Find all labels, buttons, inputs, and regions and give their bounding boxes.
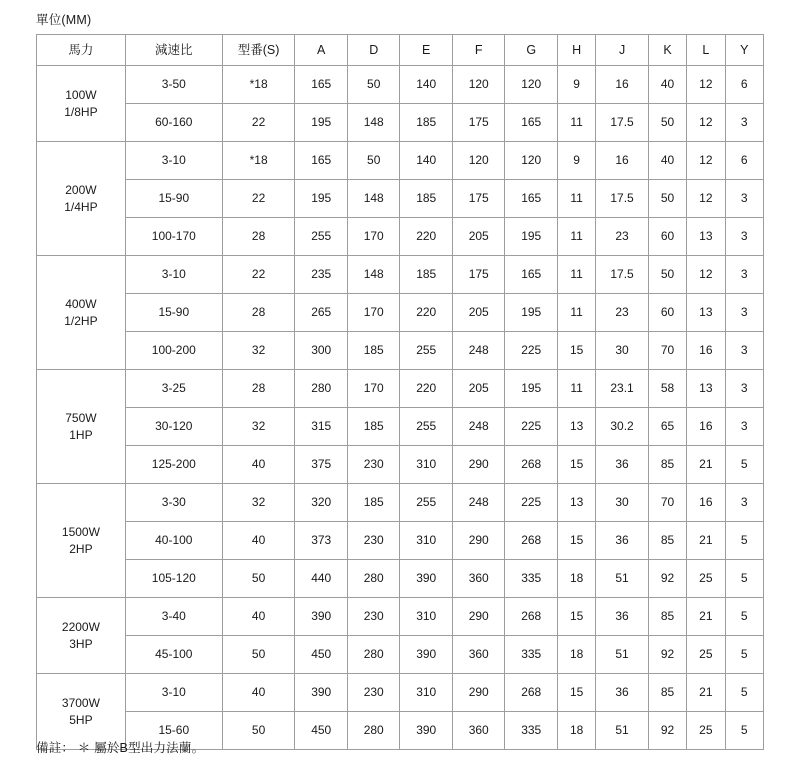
col-header-f: F <box>452 35 505 66</box>
power-watt-label: 2200W <box>61 620 100 635</box>
col-header-model: 型番(S) <box>222 35 295 66</box>
cell-l: 21 <box>687 674 725 712</box>
cell-f: 248 <box>452 408 505 446</box>
cell-j: 16 <box>596 66 649 104</box>
cell-ratio: 40-100 <box>125 522 222 560</box>
cell-h: 11 <box>557 218 595 256</box>
cell-j: 16 <box>596 142 649 180</box>
table-row <box>37 104 764 142</box>
cell-ratio: 3-10 <box>125 674 222 712</box>
cell-k: 40 <box>648 142 686 180</box>
cell-ratio: 15-60 <box>125 712 222 750</box>
cell-a: 235 <box>295 256 348 294</box>
cell-a: 390 <box>295 598 348 636</box>
table-row <box>37 674 764 712</box>
table-row <box>37 218 764 256</box>
cell-j: 23.1 <box>596 370 649 408</box>
cell-ratio: 125-200 <box>125 446 222 484</box>
cell-j: 51 <box>596 560 649 598</box>
cell-e: 255 <box>400 332 453 370</box>
cell-a: 390 <box>295 674 348 712</box>
cell-ratio: 45-100 <box>125 636 222 674</box>
cell-g: 120 <box>505 66 558 104</box>
cell-l: 25 <box>687 636 725 674</box>
cell-k: 65 <box>648 408 686 446</box>
table-row <box>37 294 764 332</box>
power-hp-label: 3HP <box>69 636 93 651</box>
table-row <box>37 408 764 446</box>
cell-k: 50 <box>648 256 686 294</box>
cell-e: 310 <box>400 446 453 484</box>
cell-y: 5 <box>725 560 763 598</box>
cell-f: 248 <box>452 332 505 370</box>
cell-model: 32 <box>222 484 295 522</box>
cell-h: 11 <box>557 104 595 142</box>
cell-l: 21 <box>687 598 725 636</box>
cell-d: 230 <box>347 674 400 712</box>
cell-g: 268 <box>505 522 558 560</box>
cell-y: 3 <box>725 256 763 294</box>
cell-model: 32 <box>222 332 295 370</box>
cell-model: 28 <box>222 370 295 408</box>
table-row <box>37 370 764 408</box>
cell-model: 22 <box>222 104 295 142</box>
cell-f: 290 <box>452 598 505 636</box>
cell-d: 230 <box>347 446 400 484</box>
cell-model: 40 <box>222 674 295 712</box>
power-group-cell <box>37 66 126 142</box>
spec-table-wrapper <box>36 34 764 750</box>
table-row <box>37 484 764 522</box>
cell-l: 16 <box>687 332 725 370</box>
cell-k: 50 <box>648 104 686 142</box>
cell-d: 148 <box>347 104 400 142</box>
cell-l: 21 <box>687 522 725 560</box>
cell-e: 220 <box>400 294 453 332</box>
cell-h: 15 <box>557 446 595 484</box>
table-row <box>37 66 764 104</box>
cell-e: 255 <box>400 408 453 446</box>
cell-y: 5 <box>725 446 763 484</box>
cell-a: 375 <box>295 446 348 484</box>
cell-model: *18 <box>222 66 295 104</box>
cell-y: 3 <box>725 484 763 522</box>
cell-h: 13 <box>557 484 595 522</box>
cell-y: 6 <box>725 142 763 180</box>
cell-g: 120 <box>505 142 558 180</box>
cell-model: 40 <box>222 522 295 560</box>
cell-ratio: 3-25 <box>125 370 222 408</box>
table-row <box>37 332 764 370</box>
power-group-cell <box>37 142 126 256</box>
cell-y: 3 <box>725 294 763 332</box>
cell-d: 170 <box>347 294 400 332</box>
cell-ratio: 100-170 <box>125 218 222 256</box>
cell-model: 40 <box>222 598 295 636</box>
cell-d: 280 <box>347 712 400 750</box>
cell-j: 36 <box>596 598 649 636</box>
cell-l: 25 <box>687 712 725 750</box>
table-row <box>37 180 764 218</box>
cell-e: 255 <box>400 484 453 522</box>
cell-k: 92 <box>648 712 686 750</box>
cell-d: 230 <box>347 522 400 560</box>
cell-g: 165 <box>505 180 558 218</box>
cell-ratio: 3-10 <box>125 142 222 180</box>
cell-y: 3 <box>725 218 763 256</box>
cell-d: 148 <box>347 256 400 294</box>
cell-k: 92 <box>648 636 686 674</box>
cell-e: 390 <box>400 560 453 598</box>
cell-ratio: 3-10 <box>125 256 222 294</box>
cell-g: 225 <box>505 484 558 522</box>
table-header <box>37 35 764 66</box>
table-row <box>37 560 764 598</box>
cell-f: 175 <box>452 256 505 294</box>
cell-d: 50 <box>347 66 400 104</box>
col-header-l: L <box>687 35 725 66</box>
cell-k: 85 <box>648 674 686 712</box>
cell-h: 15 <box>557 522 595 560</box>
cell-j: 17.5 <box>596 256 649 294</box>
table-row <box>37 522 764 560</box>
cell-ratio: 3-50 <box>125 66 222 104</box>
cell-model: 28 <box>222 218 295 256</box>
cell-f: 248 <box>452 484 505 522</box>
table-row <box>37 446 764 484</box>
cell-k: 70 <box>648 332 686 370</box>
cell-g: 335 <box>505 560 558 598</box>
cell-e: 140 <box>400 142 453 180</box>
cell-h: 15 <box>557 332 595 370</box>
cell-d: 280 <box>347 560 400 598</box>
cell-f: 205 <box>452 294 505 332</box>
cell-ratio: 15-90 <box>125 180 222 218</box>
cell-g: 268 <box>505 598 558 636</box>
cell-y: 5 <box>725 712 763 750</box>
cell-d: 185 <box>347 408 400 446</box>
cell-f: 360 <box>452 636 505 674</box>
cell-l: 12 <box>687 142 725 180</box>
cell-d: 185 <box>347 332 400 370</box>
cell-model: *18 <box>222 142 295 180</box>
cell-model: 22 <box>222 180 295 218</box>
cell-l: 13 <box>687 370 725 408</box>
cell-d: 185 <box>347 484 400 522</box>
cell-h: 13 <box>557 408 595 446</box>
cell-y: 5 <box>725 598 763 636</box>
cell-a: 320 <box>295 484 348 522</box>
cell-y: 5 <box>725 522 763 560</box>
cell-l: 12 <box>687 256 725 294</box>
cell-model: 40 <box>222 446 295 484</box>
cell-f: 175 <box>452 104 505 142</box>
power-watt-label: 750W <box>65 411 97 426</box>
cell-ratio: 30-120 <box>125 408 222 446</box>
cell-j: 36 <box>596 446 649 484</box>
cell-ratio: 3-40 <box>125 598 222 636</box>
cell-a: 265 <box>295 294 348 332</box>
cell-l: 12 <box>687 66 725 104</box>
cell-model: 32 <box>222 408 295 446</box>
cell-e: 390 <box>400 636 453 674</box>
unit-label: 單位(MM) <box>36 13 92 27</box>
cell-a: 300 <box>295 332 348 370</box>
cell-j: 36 <box>596 522 649 560</box>
cell-j: 30 <box>596 332 649 370</box>
power-watt-label: 1500W <box>61 525 100 540</box>
cell-h: 11 <box>557 370 595 408</box>
cell-e: 185 <box>400 180 453 218</box>
cell-j: 51 <box>596 636 649 674</box>
cell-g: 165 <box>505 104 558 142</box>
cell-h: 11 <box>557 294 595 332</box>
cell-model: 50 <box>222 560 295 598</box>
power-watt-label: 3700W <box>61 696 100 711</box>
cell-f: 120 <box>452 142 505 180</box>
power-group-cell <box>37 370 126 484</box>
cell-d: 170 <box>347 370 400 408</box>
cell-y: 3 <box>725 180 763 218</box>
cell-j: 51 <box>596 712 649 750</box>
cell-ratio: 60-160 <box>125 104 222 142</box>
cell-d: 280 <box>347 636 400 674</box>
col-header-a: A <box>295 35 348 66</box>
cell-l: 13 <box>687 218 725 256</box>
power-hp-label: 1/8HP <box>64 104 98 119</box>
cell-y: 3 <box>725 408 763 446</box>
cell-g: 268 <box>505 674 558 712</box>
cell-d: 230 <box>347 598 400 636</box>
cell-g: 165 <box>505 256 558 294</box>
cell-h: 18 <box>557 560 595 598</box>
cell-j: 17.5 <box>596 180 649 218</box>
cell-d: 170 <box>347 218 400 256</box>
cell-l: 25 <box>687 560 725 598</box>
cell-g: 195 <box>505 294 558 332</box>
cell-h: 9 <box>557 66 595 104</box>
cell-g: 195 <box>505 218 558 256</box>
cell-k: 85 <box>648 522 686 560</box>
power-hp-label: 1HP <box>69 427 93 442</box>
cell-g: 268 <box>505 446 558 484</box>
cell-e: 140 <box>400 66 453 104</box>
cell-f: 290 <box>452 446 505 484</box>
cell-h: 15 <box>557 598 595 636</box>
power-watt-label: 400W <box>65 297 97 312</box>
cell-y: 6 <box>725 66 763 104</box>
cell-g: 335 <box>505 712 558 750</box>
cell-y: 3 <box>725 332 763 370</box>
cell-g: 225 <box>505 408 558 446</box>
cell-h: 18 <box>557 712 595 750</box>
cell-a: 165 <box>295 66 348 104</box>
cell-k: 50 <box>648 180 686 218</box>
col-header-g: G <box>505 35 558 66</box>
cell-e: 220 <box>400 370 453 408</box>
cell-a: 373 <box>295 522 348 560</box>
cell-j: 17.5 <box>596 104 649 142</box>
cell-ratio: 105-120 <box>125 560 222 598</box>
cell-a: 450 <box>295 636 348 674</box>
col-header-h: H <box>557 35 595 66</box>
cell-k: 60 <box>648 294 686 332</box>
table-row <box>37 142 764 180</box>
col-header-power: 馬力 <box>37 35 126 66</box>
col-header-ratio: 減速比 <box>125 35 222 66</box>
cell-e: 390 <box>400 712 453 750</box>
cell-ratio: 100-200 <box>125 332 222 370</box>
cell-model: 50 <box>222 636 295 674</box>
col-header-k: K <box>648 35 686 66</box>
cell-e: 185 <box>400 256 453 294</box>
cell-y: 3 <box>725 104 763 142</box>
col-header-j: J <box>596 35 649 66</box>
cell-k: 85 <box>648 598 686 636</box>
power-hp-label: 1/4HP <box>64 199 98 214</box>
cell-f: 290 <box>452 674 505 712</box>
cell-y: 5 <box>725 636 763 674</box>
table-body <box>37 66 764 750</box>
cell-model: 22 <box>222 256 295 294</box>
cell-y: 3 <box>725 370 763 408</box>
cell-h: 11 <box>557 256 595 294</box>
cell-l: 21 <box>687 446 725 484</box>
cell-l: 16 <box>687 484 725 522</box>
cell-j: 30.2 <box>596 408 649 446</box>
table-header-row <box>37 35 764 66</box>
cell-model: 28 <box>222 294 295 332</box>
footnote: 備註： ＊ 屬於B型出力法蘭。 <box>36 741 205 755</box>
cell-f: 360 <box>452 712 505 750</box>
cell-k: 70 <box>648 484 686 522</box>
table-row <box>37 256 764 294</box>
power-hp-label: 1/2HP <box>64 313 98 328</box>
cell-e: 220 <box>400 218 453 256</box>
power-hp-label: 2HP <box>69 541 93 556</box>
cell-h: 9 <box>557 142 595 180</box>
cell-ratio: 15-90 <box>125 294 222 332</box>
cell-k: 58 <box>648 370 686 408</box>
cell-a: 280 <box>295 370 348 408</box>
cell-k: 92 <box>648 560 686 598</box>
gearbox-dimension-table <box>36 34 764 750</box>
cell-j: 36 <box>596 674 649 712</box>
cell-h: 18 <box>557 636 595 674</box>
cell-h: 15 <box>557 674 595 712</box>
cell-f: 290 <box>452 522 505 560</box>
cell-g: 225 <box>505 332 558 370</box>
cell-k: 40 <box>648 66 686 104</box>
cell-l: 13 <box>687 294 725 332</box>
cell-a: 195 <box>295 180 348 218</box>
cell-ratio: 3-30 <box>125 484 222 522</box>
power-watt-label: 100W <box>65 88 97 103</box>
cell-h: 11 <box>557 180 595 218</box>
cell-f: 175 <box>452 180 505 218</box>
power-group-cell <box>37 256 126 370</box>
cell-e: 310 <box>400 598 453 636</box>
cell-j: 23 <box>596 218 649 256</box>
col-header-e: E <box>400 35 453 66</box>
cell-f: 120 <box>452 66 505 104</box>
cell-g: 195 <box>505 370 558 408</box>
cell-e: 185 <box>400 104 453 142</box>
cell-l: 12 <box>687 104 725 142</box>
col-header-d: D <box>347 35 400 66</box>
cell-d: 148 <box>347 180 400 218</box>
power-group-cell <box>37 598 126 674</box>
cell-j: 23 <box>596 294 649 332</box>
cell-f: 205 <box>452 218 505 256</box>
cell-f: 205 <box>452 370 505 408</box>
cell-k: 60 <box>648 218 686 256</box>
cell-g: 335 <box>505 636 558 674</box>
cell-y: 5 <box>725 674 763 712</box>
cell-a: 440 <box>295 560 348 598</box>
power-watt-label: 200W <box>65 183 97 198</box>
cell-a: 255 <box>295 218 348 256</box>
cell-a: 315 <box>295 408 348 446</box>
power-hp-label: 5HP <box>69 712 93 727</box>
cell-l: 16 <box>687 408 725 446</box>
cell-a: 195 <box>295 104 348 142</box>
cell-f: 360 <box>452 560 505 598</box>
cell-d: 50 <box>347 142 400 180</box>
col-header-y: Y <box>725 35 763 66</box>
table-row <box>37 598 764 636</box>
cell-a: 450 <box>295 712 348 750</box>
power-group-cell <box>37 484 126 598</box>
cell-a: 165 <box>295 142 348 180</box>
table-row <box>37 636 764 674</box>
cell-model: 50 <box>222 712 295 750</box>
cell-k: 85 <box>648 446 686 484</box>
cell-l: 12 <box>687 180 725 218</box>
cell-e: 310 <box>400 674 453 712</box>
cell-e: 310 <box>400 522 453 560</box>
cell-j: 30 <box>596 484 649 522</box>
